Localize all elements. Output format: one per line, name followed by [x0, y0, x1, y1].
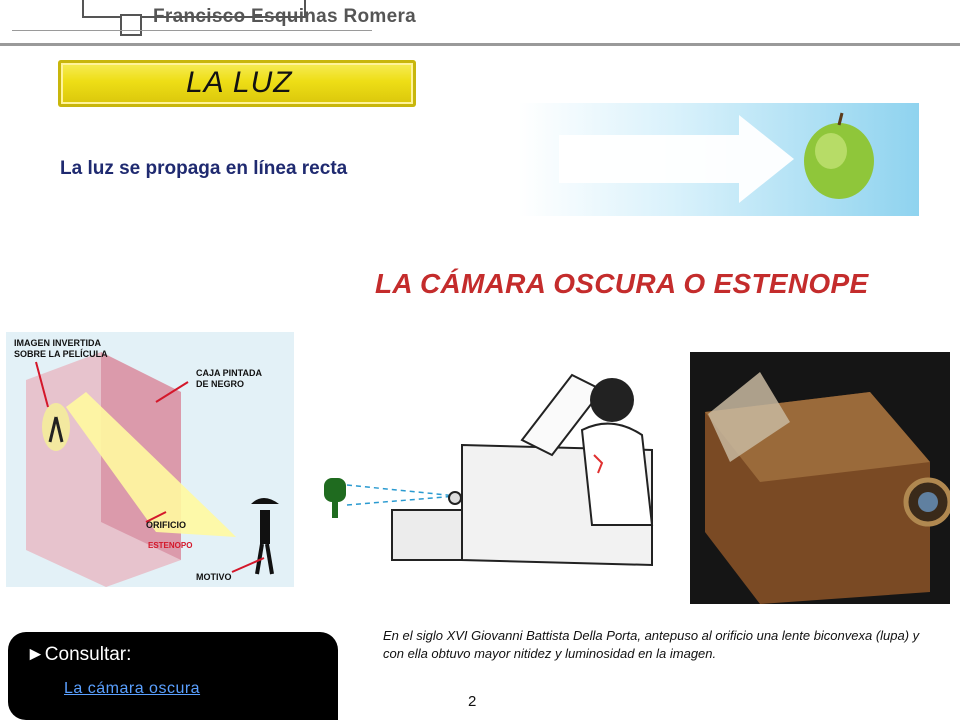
label-inverted-image: IMAGEN INVERTIDA SOBRE LA PELÍCULA	[14, 338, 108, 359]
page-number: 2	[468, 693, 477, 710]
header-underline	[12, 30, 372, 31]
header	[0, 0, 960, 50]
arrow-apple-svg	[519, 103, 919, 216]
caption-text: En el siglo XVI Giovanni Battista Della Porta, antepuso al orificio una lente biconvexa (lupa) y con ella obtuvo mayor nitidez y luminosidad en la imagen.	[383, 628, 920, 661]
figure-body	[260, 510, 270, 544]
author-name: Francisco Esquinas Romera	[153, 6, 417, 27]
umbrella-icon	[251, 498, 279, 504]
title-plate	[58, 60, 416, 107]
consult-heading: ►Consultar:	[26, 644, 132, 665]
arrow-shape	[559, 115, 794, 203]
logo-square	[120, 14, 142, 36]
label-orifice: ORIFICIO	[146, 520, 186, 530]
camera-base	[392, 510, 462, 560]
person-body	[582, 424, 652, 525]
label-black-box: CAJA PINTADA DE NEGRO	[196, 368, 263, 389]
title-plate-text: LA LUZ	[186, 66, 293, 99]
lens-icon	[449, 492, 461, 504]
main-title: LA CÁMARA OSCURA O ESTENOPE	[375, 268, 869, 299]
consult-link[interactable]: La cámara oscura	[64, 680, 201, 697]
label-estenopo: ESTENOPO	[148, 541, 193, 550]
arrow-apple-illustration	[519, 103, 919, 216]
camera-obscura-diagram	[6, 332, 294, 587]
label-motivo: MOTIVO	[196, 572, 232, 582]
header-divider	[0, 43, 960, 46]
subtitle: La luz se propaga en línea recta	[60, 158, 348, 179]
tree-icon	[324, 478, 346, 502]
drawing-svg	[312, 360, 692, 580]
consult-panel	[8, 632, 338, 720]
person-head	[590, 378, 634, 422]
inverted-image	[42, 403, 70, 451]
camera-obscura-drawing	[312, 360, 692, 580]
photo-svg	[690, 352, 950, 604]
antique-camera-photo	[690, 352, 950, 604]
